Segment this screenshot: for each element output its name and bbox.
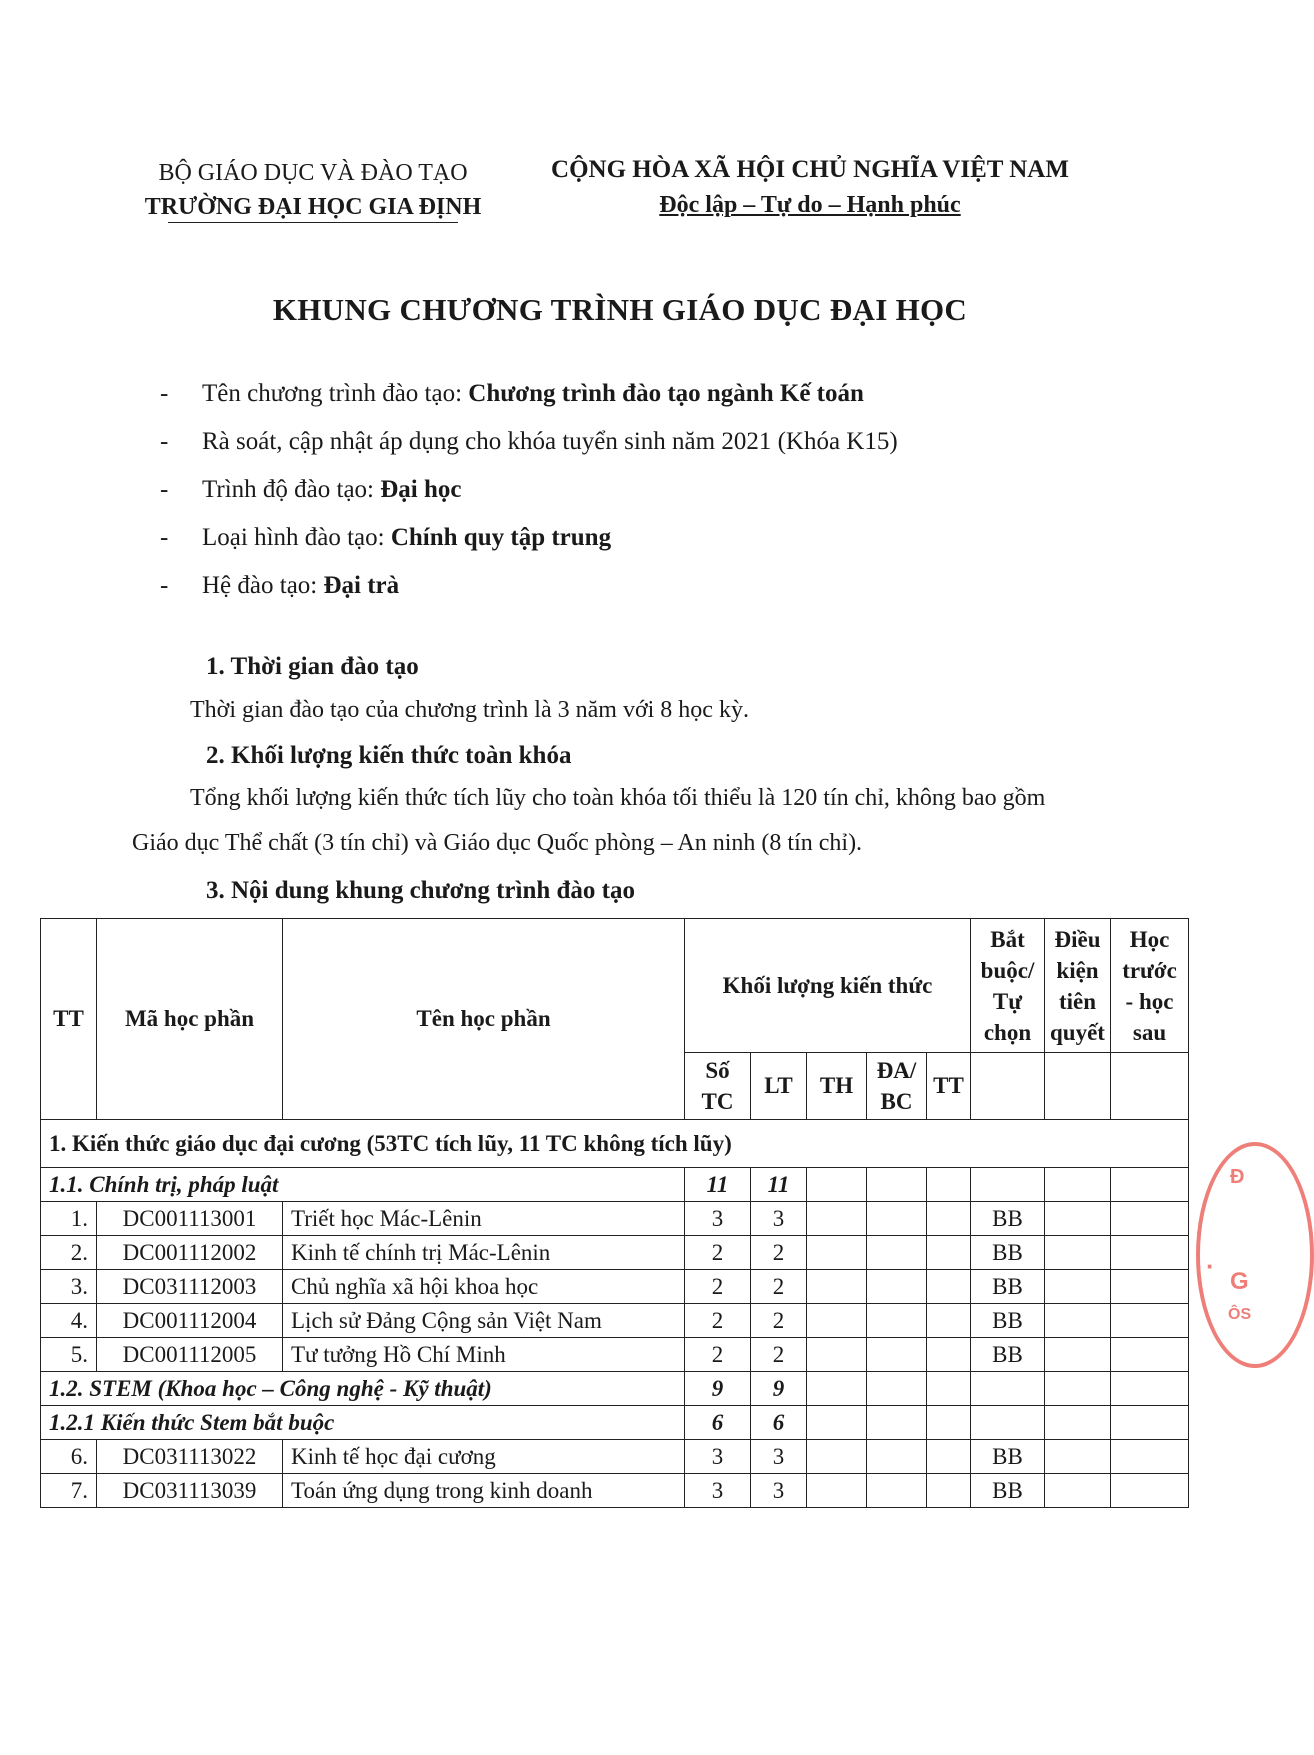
row-name: Triết học Mác-Lênin: [283, 1202, 685, 1236]
section-2-text-line2: Giáo dục Thể chất (3 tín chỉ) và Giáo dục Quốc phòng – An ninh (8 tín chỉ).: [132, 830, 863, 856]
row-lt: 2: [751, 1236, 807, 1270]
ministry-name: BỘ GIÁO DỤC VÀ ĐÀO TẠO: [158, 160, 468, 186]
header-name: Tên học phần: [283, 919, 685, 1120]
program-info-list: [160, 370, 898, 610]
row-required: BB: [971, 1440, 1045, 1474]
row-code: DC001113001: [97, 1202, 283, 1236]
header-divider: [168, 222, 458, 223]
row-code: DC001112004: [97, 1304, 283, 1338]
row-required: BB: [971, 1202, 1045, 1236]
group-title: 1.1. Chính trị, pháp luật: [41, 1168, 685, 1202]
header-tt: TT: [41, 919, 97, 1120]
row-tc: 3: [685, 1202, 751, 1236]
table-row: [41, 1338, 1189, 1372]
row-code: DC031112003: [97, 1270, 283, 1304]
row-code: DC001112002: [97, 1236, 283, 1270]
group-lt: 11: [751, 1168, 807, 1202]
row-lt: 3: [751, 1474, 807, 1508]
header-tt2: TT: [927, 1053, 971, 1120]
row-tt: 1.: [41, 1202, 97, 1236]
table-row: [41, 1236, 1189, 1270]
header-code: Mã học phần: [97, 919, 283, 1120]
row-lt: 3: [751, 1202, 807, 1236]
section-2-title: 2. Khối lượng kiến thức toàn khóa: [206, 742, 572, 769]
row-required: BB: [971, 1304, 1045, 1338]
table-row: [41, 1474, 1189, 1508]
row-name: Lịch sử Đảng Cộng sản Việt Nam: [283, 1304, 685, 1338]
header-th: TH: [807, 1053, 867, 1120]
header-volume: Khối lượng kiến thức: [685, 919, 971, 1053]
row-lt: 2: [751, 1304, 807, 1338]
table-row: [41, 1304, 1189, 1338]
table-row: [41, 1270, 1189, 1304]
group-row: [41, 1168, 1189, 1202]
row-tc: 3: [685, 1440, 751, 1474]
info-item: - Loại hình đào tạo: Chính quy tập trung: [160, 524, 612, 551]
section-3-title: 3. Nội dung khung chương trình đào tạo: [206, 877, 635, 904]
header-order: Học trước - học sau: [1111, 919, 1189, 1053]
row-lt: 2: [751, 1338, 807, 1372]
header-lt: LT: [751, 1053, 807, 1120]
table-row: [41, 1202, 1189, 1236]
row-required: BB: [971, 1270, 1045, 1304]
row-name: Kinh tế học đại cương: [283, 1440, 685, 1474]
group-lt: 9: [751, 1372, 807, 1406]
row-code: DC031113039: [97, 1474, 283, 1508]
group-tc: 11: [685, 1168, 751, 1202]
row-code: DC001112005: [97, 1338, 283, 1372]
group-row: [41, 1406, 1189, 1440]
table-header-row: [41, 919, 1189, 1053]
group-tc: 6: [685, 1406, 751, 1440]
group-title: 1.2. STEM (Khoa học – Công nghệ - Kỹ thuật): [41, 1372, 685, 1406]
row-required: BB: [971, 1338, 1045, 1372]
header-prerequisite: Điều kiện tiên quyết: [1045, 919, 1111, 1053]
row-lt: 2: [751, 1270, 807, 1304]
section-title: 1. Kiến thức giáo dục đại cương (53TC tích lũy, 11 TC không tích lũy): [41, 1120, 1189, 1168]
header-required: Bắt buộc/ Tự chọn: [971, 919, 1045, 1053]
row-tc: 3: [685, 1474, 751, 1508]
red-seal-stamp: Ð · G ÔS: [1196, 1142, 1314, 1368]
group-row: [41, 1372, 1189, 1406]
national-name: CỘNG HÒA XÃ HỘI CHỦ NGHĨA VIỆT NAM: [551, 156, 1069, 183]
row-name: Kinh tế chính trị Mác-Lênin: [283, 1236, 685, 1270]
section-1-text: Thời gian đào tạo của chương trình là 3 năm với 8 học kỳ.: [190, 697, 749, 723]
section-1-title: 1. Thời gian đào tạo: [206, 653, 419, 680]
info-item: - Tên chương trình đào tạo: Chương trình đào tạo ngành Kế toán: [160, 380, 864, 407]
row-tt: 3.: [41, 1270, 97, 1304]
info-item: - Hệ đào tạo: Đại trà: [160, 572, 400, 599]
ministry-header: [118, 156, 508, 224]
info-item: - Trình độ đào tạo: Đại học: [160, 476, 462, 503]
row-tt: 7.: [41, 1474, 97, 1508]
group-lt: 6: [751, 1406, 807, 1440]
national-motto: Độc lập – Tự do – Hạnh phúc: [659, 192, 961, 218]
page-title: KHUNG CHƯƠNG TRÌNH GIÁO DỤC ĐẠI HỌC: [272, 292, 968, 327]
header-so-tc: Số TC: [685, 1053, 751, 1120]
curriculum-table: [40, 918, 1189, 1508]
section-2-text-line1: Tổng khối lượng kiến thức tích lũy cho toàn khóa tối thiểu là 120 tín chỉ, không bao gồm: [190, 785, 1046, 811]
row-tt: 6.: [41, 1440, 97, 1474]
row-tc: 2: [685, 1338, 751, 1372]
row-name: Tư tưởng Hồ Chí Minh: [283, 1338, 685, 1372]
national-header: [530, 153, 1090, 223]
row-required: BB: [971, 1236, 1045, 1270]
row-tc: 2: [685, 1236, 751, 1270]
info-item: - Rà soát, cập nhật áp dụng cho khóa tuyển sinh năm 2021 (Khóa K15): [160, 428, 898, 455]
row-tc: 2: [685, 1304, 751, 1338]
row-name: Chủ nghĩa xã hội khoa học: [283, 1270, 685, 1304]
university-name: TRƯỜNG ĐẠI HỌC GIA ĐỊNH: [144, 194, 482, 220]
row-code: DC031113022: [97, 1440, 283, 1474]
row-tc: 2: [685, 1270, 751, 1304]
table-row: [41, 1440, 1189, 1474]
group-title: 1.2.1 Kiến thức Stem bắt buộc: [41, 1406, 685, 1440]
row-required: BB: [971, 1474, 1045, 1508]
section-row: [41, 1120, 1189, 1168]
row-tt: 5.: [41, 1338, 97, 1372]
row-lt: 3: [751, 1440, 807, 1474]
header-da-bc: ĐA/ BC: [867, 1053, 927, 1120]
row-tt: 2.: [41, 1236, 97, 1270]
row-tt: 4.: [41, 1304, 97, 1338]
row-name: Toán ứng dụng trong kinh doanh: [283, 1474, 685, 1508]
group-tc: 9: [685, 1372, 751, 1406]
